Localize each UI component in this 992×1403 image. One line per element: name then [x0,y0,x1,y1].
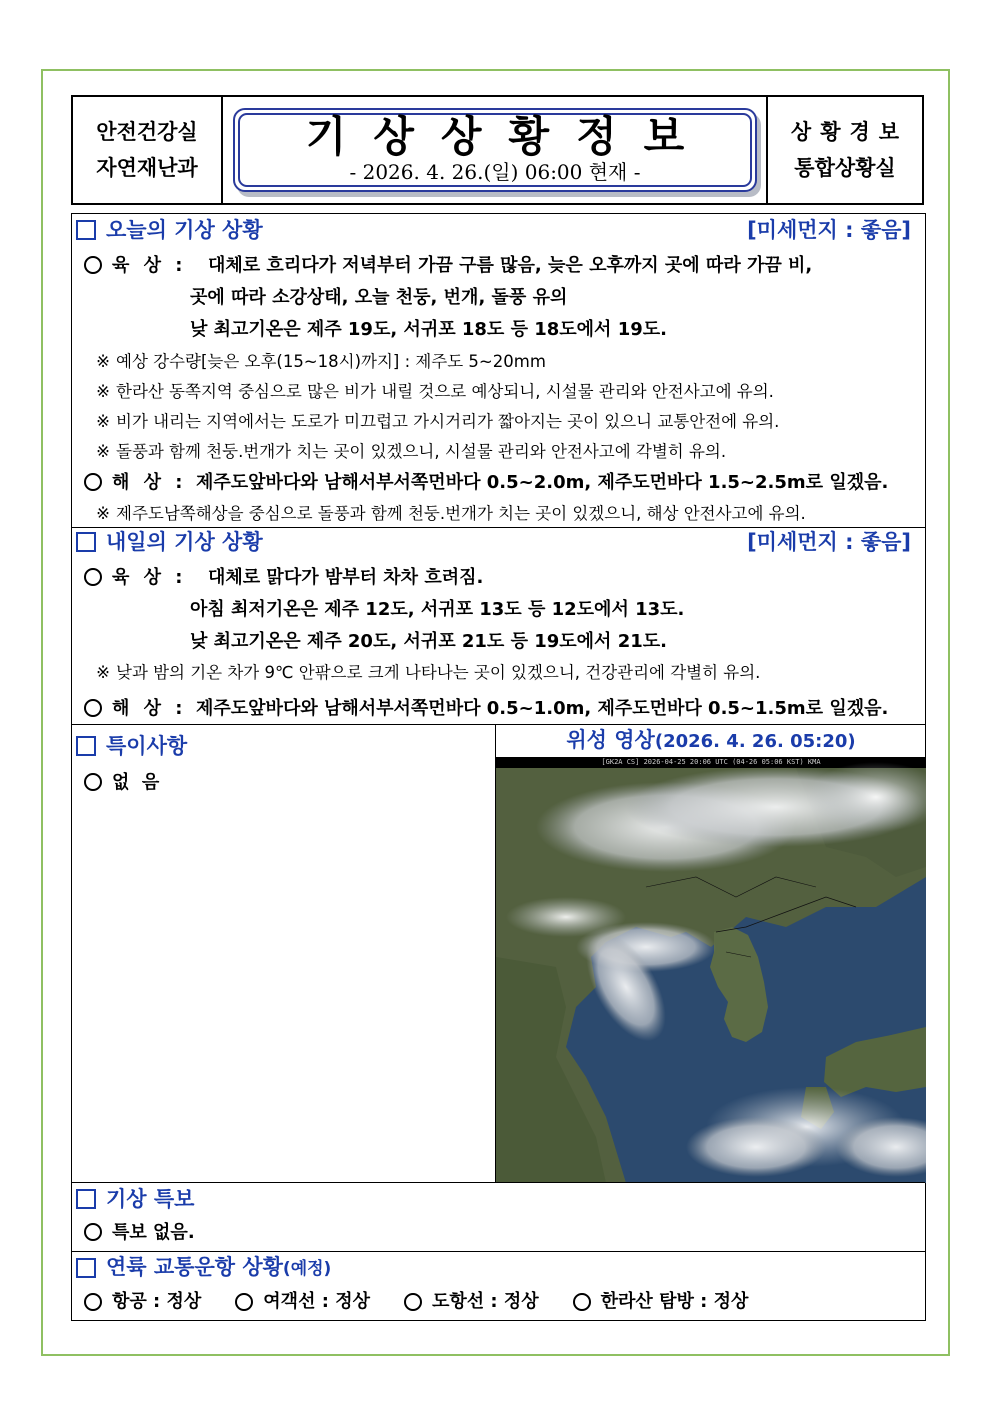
tomorrow-sea-row: 해 상 : 제주도앞바다와 남해서부서쪽먼바다 0.5~1.0m, 제주도먼바다 0.5~1.5m로 일겠음. [84,696,888,722]
today-note: ※ 비가 내리는 지역에서는 도로가 미끄럽고 가시거리가 짧아지는 곳이 있으니 교통안전에 유의. [96,412,780,431]
title-box [233,108,757,192]
circle-bullet-icon [84,568,102,586]
report-body [71,213,926,1321]
report-datetime: - 2026. 4. 26.(일) 06:00 현재 - [349,160,641,184]
today-sea-note: ※ 제주도남쪽해상을 중심으로 돌풍과 함께 천둥.번개가 치는 곳이 있겠으니, 해상 안전사고에 유의. [96,504,806,523]
today-note: ※ 예상 강수량[늦은 오후(15~18시)까지] : 제주도 5~20mm [96,352,546,371]
satellite-map-icon [496,757,926,1183]
tomorrow-note: ※ 낮과 밤의 기온 차가 9℃ 안팎으로 크게 나타나는 곳이 있겠으니, 건강관리에 각별히 유의. [96,663,761,682]
checkbox-icon [76,220,96,240]
issuer-dept: 안전건강실 [96,120,198,144]
tomorrow-land-line: 아침 최저기온은 제주 12도, 서귀포 13도 등 12도에서 13도. [190,599,685,620]
satellite-banner: [GK2A CS] 2026-04-25 20:06 UTC (04-26 05:06 KST) KMA [496,757,926,768]
issuer-room: 통합상황실 [794,156,896,180]
circle-bullet-icon [84,256,102,274]
circle-bullet-icon [235,1293,253,1311]
divider [72,1182,925,1183]
section-transport-title: 연륙 교통운항 상황(예정) [76,1253,331,1283]
checkbox-icon [76,1258,96,1278]
checkbox-icon [76,736,96,756]
today-note: ※ 한라산 동쪽지역 중심으로 많은 비가 내릴 것으로 예상되니, 시설물 관리와 안전사고에 유의. [96,382,774,401]
checkbox-icon [76,532,96,552]
today-land-line: 곳에 따라 소강상태, 오늘 천둥, 번개, 돌풍 유의 [190,287,568,308]
today-land-line: 낮 최고기온은 제주 19도, 서귀포 18도 등 18도에서 19도. [190,319,667,340]
special-item: 없 음 [84,770,159,796]
section-warning-title: 기상 특보 [76,1185,194,1213]
transport-item: 한라산 탐방 : 정상 [573,1289,749,1315]
circle-bullet-icon [84,1223,102,1241]
issuer-right [766,97,922,203]
tomorrow-land-line: 낮 최고기온은 제주 20도, 서귀포 21도 등 19도에서 21도. [190,631,667,652]
transport-item: 항공 : 정상 [84,1289,201,1315]
warning-item: 특보 없음. [84,1220,195,1246]
today-note: ※ 돌풍과 함께 천둥.번개가 치는 곳이 있겠으니, 시설물 관리와 안전사고에 각별히 유의. [96,442,727,461]
tomorrow-dust-status: [미세먼지 : 좋음] [747,530,911,554]
tomorrow-land-row: 육 상 : 대체로 맑다가 밤부터 차차 흐려짐. [84,565,483,591]
circle-bullet-icon [84,1293,102,1311]
section-tomorrow-title: 내일의 기상 상황 [76,528,263,556]
transport-item: 도항선 : 정상 [404,1289,539,1315]
section-special-title: 특이사항 [76,732,187,760]
issuer-office: 상황경보 [790,120,909,144]
today-dust-status: [미세먼지 : 좋음] [747,218,911,242]
today-sea-row: 해 상 : 제주도앞바다와 남해서부서쪽먼바다 0.5~2.0m, 제주도먼바다 1.5~2.5m로 일겠음. [84,470,888,496]
satellite-title: 위성 영상(2026. 4. 26. 05:20) [566,728,856,752]
report-header [71,95,924,205]
transport-status-row [84,1289,748,1315]
divider [72,1251,925,1252]
satellite-image [496,757,926,1183]
page-title: 기상상황정보 [305,112,712,161]
circle-bullet-icon [573,1293,591,1311]
checkbox-icon [76,1189,96,1209]
issuer-left [73,97,223,203]
transport-item: 여객선 : 정상 [235,1289,370,1315]
circle-bullet-icon [84,473,102,491]
circle-bullet-icon [84,773,102,791]
issuer-division: 자연재난과 [96,156,198,180]
circle-bullet-icon [84,699,102,717]
section-today-title: 오늘의 기상 상황 [76,216,263,244]
today-land-row: 육 상 : 대체로 흐리다가 저녁부터 가끔 구름 많음, 늦은 오후까지 곳에 따라 가끔 비, [84,253,812,279]
circle-bullet-icon [404,1293,422,1311]
